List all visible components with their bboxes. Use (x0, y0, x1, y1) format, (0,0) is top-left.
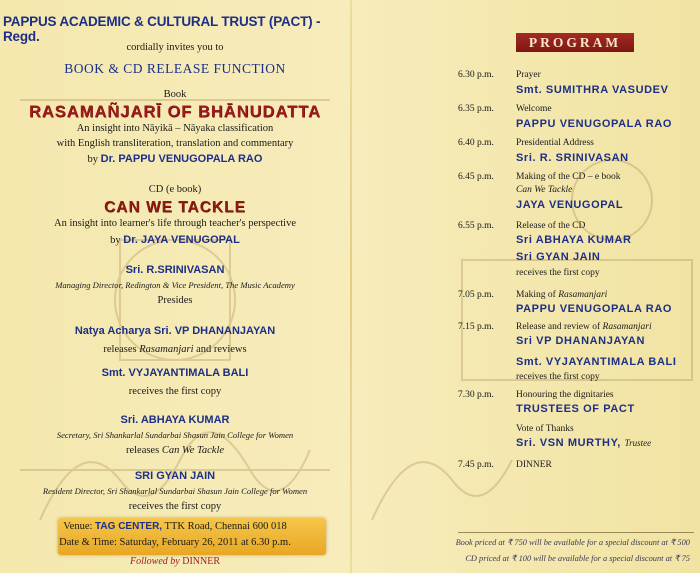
book-author: Dr. PAPPU VENUGOPALA RAO (100, 153, 263, 165)
abhaya-designation: Secretary, Sri Shankarlal Sundarbai Shasun Jain College for Women (56, 430, 294, 440)
item-time: 7.30 p.m. (458, 390, 494, 400)
item-name: TRUSTEES OF PACT (516, 403, 635, 415)
item-name: Sri VP DHANANJAYAN (516, 335, 645, 347)
item-time: 6.40 p.m. (458, 138, 494, 148)
venue-address: TTK Road, Chennai 600 018 (164, 521, 287, 532)
item-name: Sri ABHAYA KUMAR (516, 234, 632, 246)
cd-price-note: CD priced at ₹ 100 will be available for a special discount at ₹ 75 (465, 554, 690, 563)
receives-first-copy-2: receives the first copy (128, 501, 222, 512)
item-label: Making of the CD – e book (516, 172, 621, 182)
followed-by: Followed by (130, 556, 180, 567)
item-name: JAYA VENUGOPAL (516, 199, 624, 211)
program-panel (352, 0, 700, 573)
item-time: 6.45 p.m. (458, 172, 494, 182)
receives-first-copy-1: receives the first copy (128, 386, 222, 397)
item-label: Prayer (516, 70, 541, 80)
item-name: Sri. VSN MURTHY, (516, 437, 621, 449)
item-name: Smt. VYJAYANTIMALA BALI (516, 356, 677, 368)
item-label: Vote of Thanks (516, 424, 574, 434)
book-label: Book (163, 89, 187, 100)
item-label: Welcome (516, 104, 552, 114)
item-label: Release and review of (516, 322, 601, 332)
program-banner: PROGRAM (516, 33, 634, 52)
item-name: Smt. SUMITHRA VASUDEV (516, 84, 669, 96)
dinner-text: DINNER (182, 556, 220, 567)
releases-pre: releases (103, 344, 137, 355)
item-trustee: Trustee (624, 438, 652, 448)
releases-line (0, 344, 350, 355)
cd-author: Dr. JAYA VENUGOPAL (123, 234, 240, 246)
item-label: DINNER (516, 460, 552, 470)
book-price-note: Book priced at ₹ 750 will be available for a special discount at ₹ 500 (455, 538, 690, 547)
releases2-cd: Can We Tackle (161, 445, 225, 456)
item-label: Release of the CD (516, 221, 586, 231)
item-name: Sri GYAN JAIN (516, 251, 601, 263)
invites-text: cordially invites you to (126, 42, 224, 53)
cd-title: CAN WE TACKLE (104, 199, 246, 216)
item-label: Presidential Address (516, 138, 594, 148)
item-label-line (516, 290, 607, 300)
cd-author-line (0, 234, 350, 246)
item-name-line (516, 437, 651, 449)
item-label-italic: Rasamanjari (602, 322, 652, 332)
first-copy-recipient: Smt. VYJAYANTIMALA BALI (101, 367, 249, 379)
date-time: Date & Time: Saturday, February 26, 2011 at 6.30 p.m. (59, 537, 291, 548)
item-time: 6.30 p.m. (458, 70, 494, 80)
abhaya-name: Sri. ABHAYA KUMAR (120, 414, 230, 426)
followed-by-line (0, 556, 350, 567)
item-label-italic: Rasamanjari (558, 290, 608, 300)
cd-label: CD (e book) (148, 184, 202, 195)
cd-subtitle: An insight into learner's life through teacher's perspective (54, 218, 296, 229)
item-time: 6.55 p.m. (458, 221, 494, 231)
book-title: RASAMAÑJARĪ OF BHĀNUDATTA (28, 103, 322, 121)
item-label: Honouring the dignitaries (516, 390, 614, 400)
venue-label: Venue: (63, 521, 93, 532)
venue-line (0, 521, 350, 532)
venue-name: TAG CENTER, (95, 521, 163, 532)
item-time: 6.35 p.m. (458, 104, 494, 114)
item-time: 7.15 p.m. (458, 322, 494, 332)
presider-name: Sri. R.SRINIVASAN (125, 264, 225, 276)
item-label-line (516, 322, 652, 332)
item-note: receives the first copy (516, 268, 600, 278)
releases2-pre: releases (125, 445, 160, 456)
releases-cd-line (0, 445, 350, 456)
cd-by: by (110, 235, 121, 246)
book-subtitle-2: with English transliteration, translation and commentary (56, 138, 294, 149)
book-by: by (87, 154, 99, 165)
item-sub: Can We Tackle (516, 185, 573, 195)
item-label: Making of (516, 290, 556, 300)
item-time: 7.05 p.m. (458, 290, 494, 300)
item-name: PAPPU VENUGOPALA RAO (516, 118, 673, 130)
gyan-name: SRI GYAN JAIN (134, 470, 216, 482)
releases-post: and reviews (196, 344, 247, 355)
function-title: BOOK & CD RELEASE FUNCTION (64, 61, 286, 76)
item-note: receives the first copy (516, 372, 600, 382)
releaser-name: Natya Acharya Sri. VP DHANANJAYAN (74, 325, 276, 337)
book-author-line (0, 153, 350, 165)
item-name: Sri. R. SRINIVASAN (516, 152, 629, 164)
footer-rule (458, 532, 694, 533)
item-time: 7.45 p.m. (458, 460, 494, 470)
presides-text: Presides (157, 295, 193, 306)
gyan-designation: Resident Director, Sri Shankarlal Sundarbai Shasun Jain College for Women (42, 486, 308, 496)
item-name: PAPPU VENUGOPALA RAO (516, 303, 673, 315)
trust-name: PAPPUS ACADEMIC & CULTURAL TRUST (PACT) - Regd. (3, 14, 321, 44)
releases-book: Rasamanjari (139, 344, 194, 355)
presider-designation: Managing Director, Redington & Vice President, The Music Academy (55, 280, 295, 290)
book-subtitle-1: An insight into Nāyikā – Nāyaka classification (76, 123, 274, 134)
